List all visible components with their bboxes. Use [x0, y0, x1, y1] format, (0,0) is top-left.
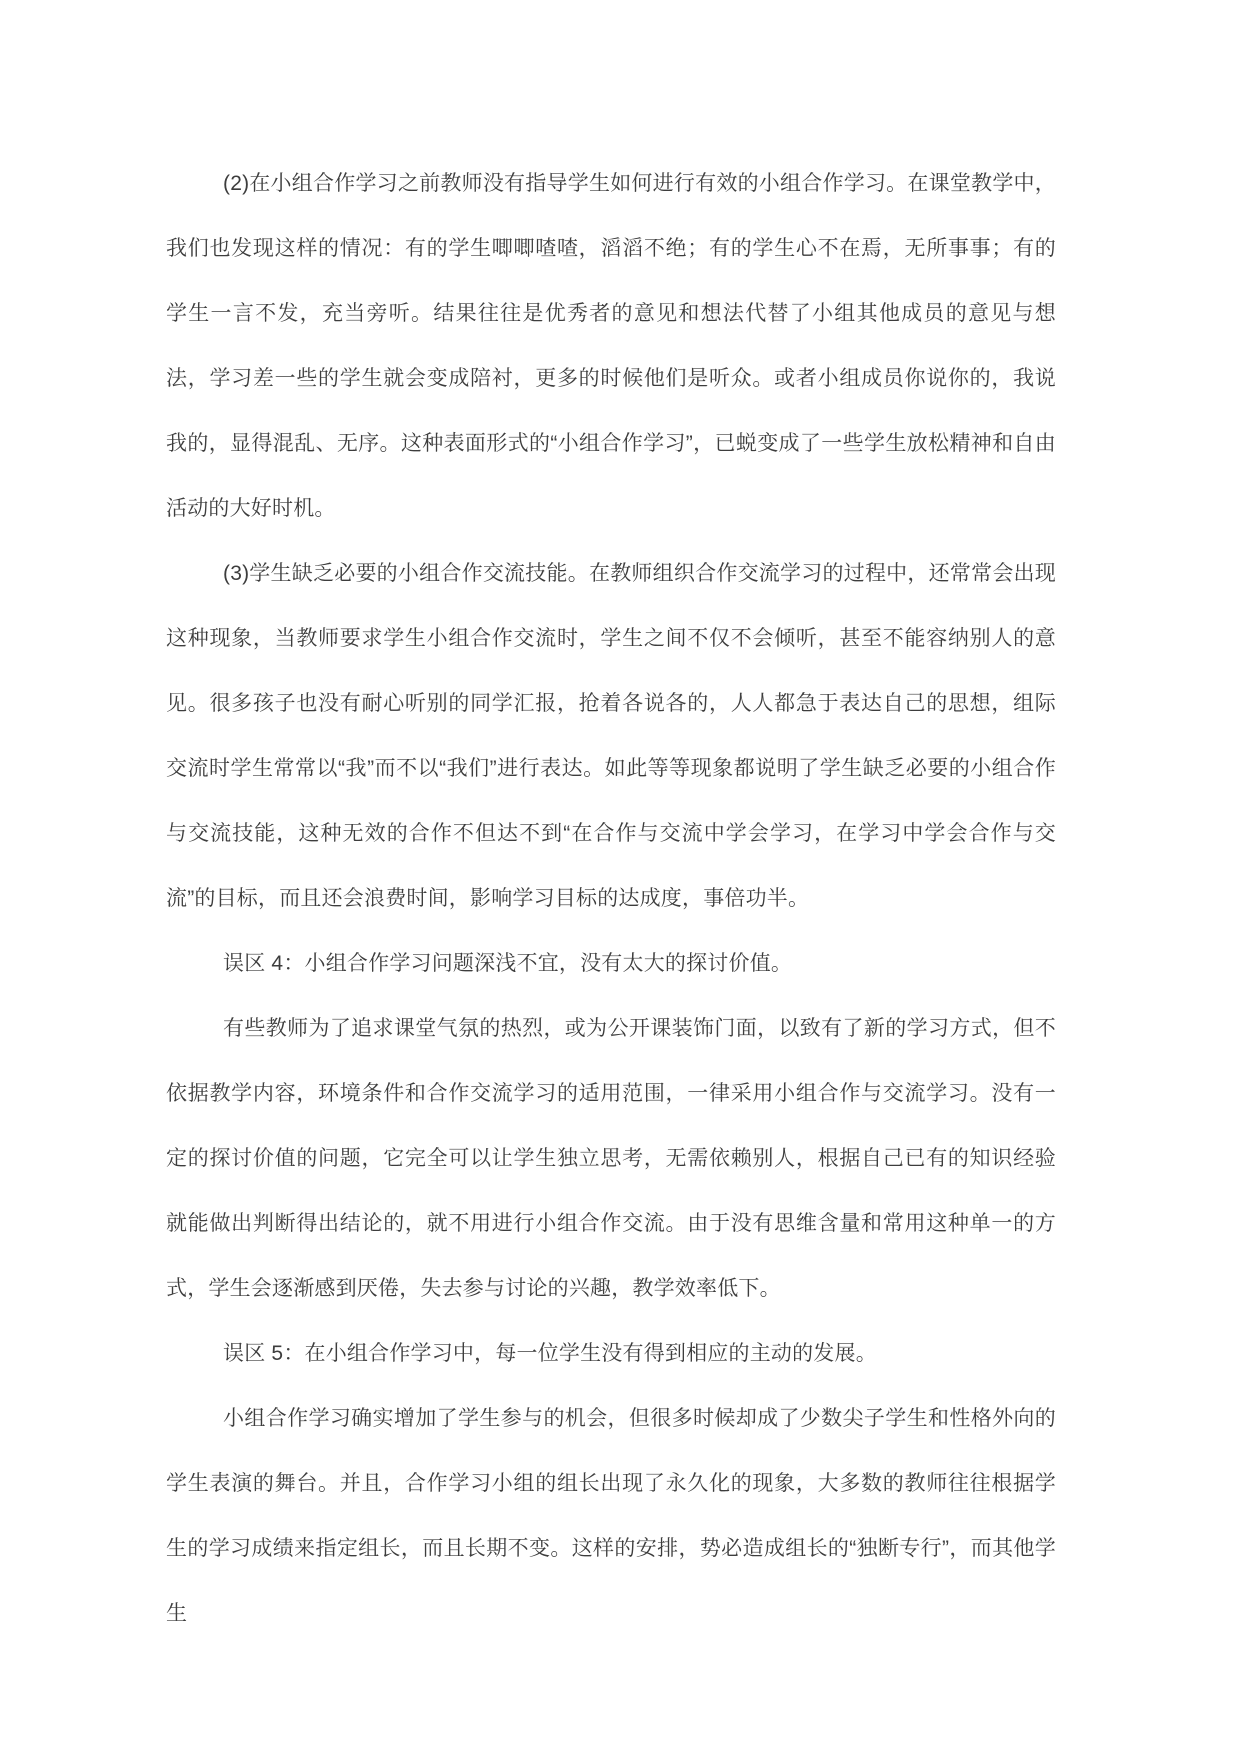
document-text-body: [166, 151, 1056, 1646]
heading-misconception-4: 误区 4：小组合作学习问题深浅不宜，没有太大的探讨价值。: [223, 952, 793, 975]
paragraph-misconception-4-body: 有些教师为了追求课堂气氛的热烈，或为公开课装饰门面，以致有了新的学习方式，但不依据教学内容，环境条件和合作交流学习的适用范围，一律采用小组合作与交流学习。没有一定的探讨价值的问题，它完全可以让学生独立思考，无需依赖别人，根据自己已有的知识经验就能做出判断得出结论的，就不用进行小组合作交流。由于没有思维含量和常用这种单一的方式，学生会逐渐感到厌倦，失去参与讨论的兴趣，教学效率低下。: [166, 1017, 1056, 1300]
heading-misconception-5: 误区 5：在小组合作学习中，每一位学生没有得到相应的主动的发展。: [223, 1342, 877, 1365]
paragraph-misuse-2: (2)在小组合作学习之前教师没有指导学生如何进行有效的小组合作学习。在课堂教学中，我们也发现这样的情况：有的学生唧唧喳喳，滔滔不绝；有的学生心不在焉，无所事事；有的学生一言不发，充当旁听。结果往往是优秀者的意见和想法代替了小组其他成员的意见与想法，学习差一些的学生就会变成陪衬，更多的时候他们是听众。或者小组成员你说你的，我说我的，显得混乱、无序。这种表面形式的“小组合作学习”，已蜕变成了一些学生放松精神和自由活动的大好时机。: [166, 172, 1056, 520]
paragraph-misuse-3: (3)学生缺乏必要的小组合作交流技能。在教师组织合作交流学习的过程中，还常常会出现这种现象，当教师要求学生小组合作交流时，学生之间不仅不会倾听，甚至不能容纳别人的意见。很多孩子也没有耐心听别的同学汇报，抢着各说各的，人人都急于表达自己的思想，组际交流时学生常常以“我”而不以“我们”进行表达。如此等等现象都说明了学生缺乏必要的小组合作与交流技能，这种无效的合作不但达不到“在合作与交流中学会学习，在学习中学会合作与交流”的目标，而且还会浪费时间，影响学习目标的达成度，事倍功半。: [166, 562, 1056, 910]
paragraph-misconception-5-body: 小组合作学习确实增加了学生参与的机会，但很多时候却成了少数尖子学生和性格外向的学生表演的舞台。并且，合作学习小组的组长出现了永久化的现象，大多数的教师往往根据学生的学习成绩来指定组长，而且长期不变。这样的安排，势必造成组长的“独断专行”，而其他学生: [166, 1407, 1056, 1625]
